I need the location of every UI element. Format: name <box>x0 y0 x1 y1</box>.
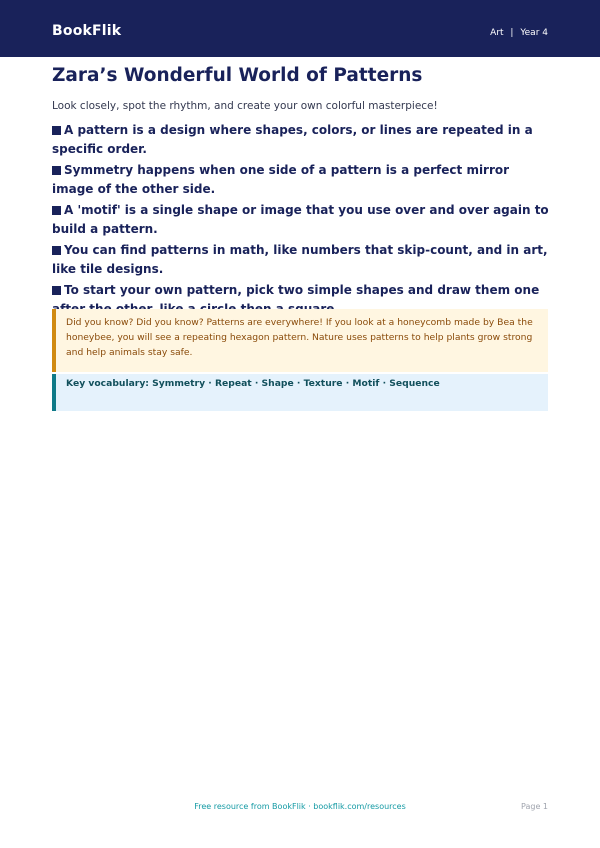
square-bullet-icon <box>52 286 61 295</box>
fact-item <box>52 201 552 239</box>
key-vocabulary-box <box>52 374 548 411</box>
page-number: Page 1 <box>521 802 548 811</box>
fact-text: A pattern is a design where shapes, colors, or lines are repeated in a specific order. <box>52 123 533 156</box>
header-bar <box>0 0 600 57</box>
grade-label: Year 4 <box>520 28 548 38</box>
square-bullet-icon <box>52 246 61 255</box>
fact-text: Symmetry happens when one side of a pattern is a perfect mirror image of the other side. <box>52 163 510 196</box>
callout-text: Did you know? Did you know? Patterns are everywhere! If you look at a honeycomb made by Bea the honeybee, you will see a repeating hexagon pattern. Nature uses patterns to help plants grow strong and help animals stay safe. <box>66 317 533 358</box>
header-separator: | <box>510 28 514 38</box>
intro-text: Look closely, spot the rhythm, and create your own colorful masterpiece! <box>52 100 438 112</box>
fact-text: A 'motif' is a single shape or image that you use over and over again to build a pattern. <box>52 203 549 236</box>
fact-item <box>52 121 552 159</box>
fact-item <box>52 241 552 279</box>
square-bullet-icon <box>52 126 61 135</box>
did-you-know-callout <box>52 309 548 372</box>
facts-list <box>52 121 552 321</box>
subject-grade <box>490 28 548 38</box>
vocab-text: Key vocabulary: Symmetry · Repeat · Shape · Texture · Motif · Sequence <box>66 378 440 389</box>
subject-label: Art <box>490 28 504 38</box>
footer-credit: Free resource from BookFlik · bookflik.com/resources <box>194 802 406 811</box>
page-title: Zara’s Wonderful World of Patterns <box>52 65 423 86</box>
fact-text: To start your own pattern, pick two simple shapes and draw them one <box>64 283 540 297</box>
fact-text: You can find patterns in math, like numbers that skip-count, and in art, like tile designs. <box>52 243 548 276</box>
square-bullet-icon <box>52 166 61 175</box>
square-bullet-icon <box>52 206 61 215</box>
brand-logo-text: BookFlik <box>52 23 122 39</box>
fact-item <box>52 161 552 199</box>
